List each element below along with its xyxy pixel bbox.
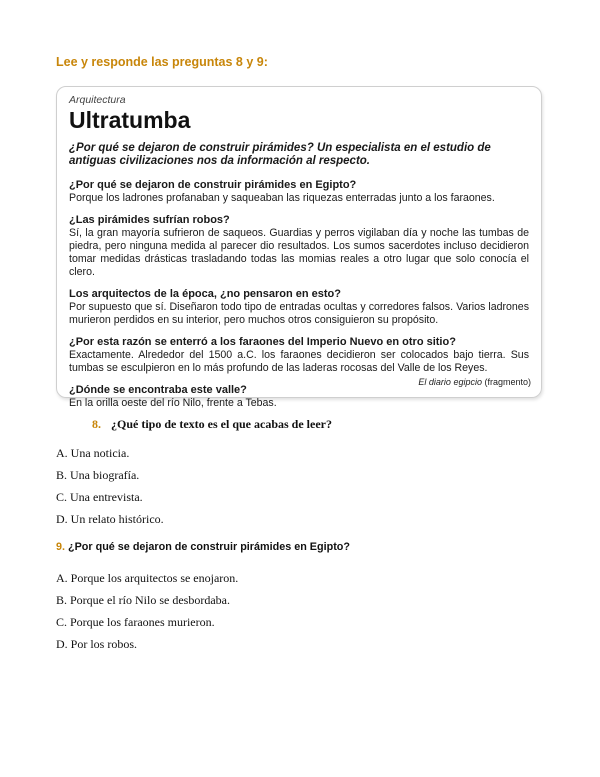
instruction-heading: Lee y responde las preguntas 8 y 9: bbox=[56, 55, 268, 69]
answer-option[interactable]: A. Porque los arquitectos se enojaron. bbox=[56, 571, 239, 585]
interview-answer: En la orilla oeste del río Nilo, frente a Tebas. bbox=[69, 397, 277, 409]
question-text: ¿Por qué se dejaron de construir pirámides en Egipto? bbox=[65, 541, 350, 553]
source-name: El diario egipcio bbox=[418, 377, 482, 387]
source-suffix: (fragmento) bbox=[481, 377, 531, 387]
answer-option[interactable]: C. Una entrevista. bbox=[56, 490, 143, 504]
interview-question: ¿Por esta razón se enterró a los faraones del Imperio Nuevo en otro sitio? bbox=[69, 336, 456, 348]
article-section-label: Arquitectura bbox=[69, 94, 126, 106]
interview-question: Los arquitectos de la época, ¿no pensaron en esto? bbox=[69, 288, 341, 300]
answer-option[interactable]: B. Porque el río Nilo se desbordaba. bbox=[56, 593, 230, 607]
interview-question: ¿Las pirámides sufrían robos? bbox=[69, 214, 230, 226]
qa-block bbox=[69, 336, 529, 375]
answer-option[interactable]: A. Una noticia. bbox=[56, 446, 130, 460]
interview-answer: Exactamente. Alrededor del 1500 a.C. los faraones decidieron ser colocados bajo tierra. Sus tumbas se esculpieron en lo más profundo de las laderas rocosas del Valle de los Reyes. bbox=[69, 349, 529, 374]
qa-block bbox=[69, 179, 529, 205]
answer-option[interactable]: B. Una biografía. bbox=[56, 468, 140, 482]
article-lead: ¿Por qué se dejaron de construir pirámides? Un especialista en el estudio de antiguas civilizaciones nos da información al respecto. bbox=[69, 142, 491, 167]
qa-block bbox=[69, 384, 529, 410]
answer-option[interactable]: D. Por los robos. bbox=[56, 637, 138, 651]
question-number: 8. bbox=[92, 417, 101, 431]
article-box bbox=[56, 86, 542, 409]
article-title: Ultratumba bbox=[69, 107, 191, 133]
interview-answer: Por supuesto que sí. Diseñaron todo tipo de entradas ocultas y corredores falsos. Varios ladrones murieron perdidos en su interior, pero muchos otros consiguieron su propósito. bbox=[69, 301, 529, 326]
interview-question: ¿Por qué se dejaron de construir pirámides en Egipto? bbox=[69, 179, 357, 191]
qa-block bbox=[69, 288, 529, 327]
question-text: ¿Qué tipo de texto es el que acabas de leer? bbox=[111, 417, 332, 431]
question-8 bbox=[92, 417, 332, 432]
article-source bbox=[418, 377, 531, 387]
question-number: 9. bbox=[56, 541, 66, 553]
interview-answer: Sí, la gran mayoría sufrieron de saqueos. Guardias y perros vigilaban día y noche las tumbas de piedra, pero ninguna medida al parecer dio resultados. Los sumos sacerdotes incluso decidieron tomar medidas drásticas trasladando todas las momias reales a otro lugar que solo conocía el clero. bbox=[69, 227, 529, 278]
answer-option[interactable]: D. Un relato histórico. bbox=[56, 512, 164, 526]
qa-block bbox=[69, 214, 529, 279]
question-9 bbox=[56, 541, 350, 553]
interview-question: ¿Dónde se encontraba este valle? bbox=[69, 384, 247, 396]
interview-answer: Porque los ladrones profanaban y saqueaban las riquezas enterradas junto a los faraones. bbox=[69, 192, 495, 204]
answer-option[interactable]: C. Porque los faraones murieron. bbox=[56, 615, 215, 629]
